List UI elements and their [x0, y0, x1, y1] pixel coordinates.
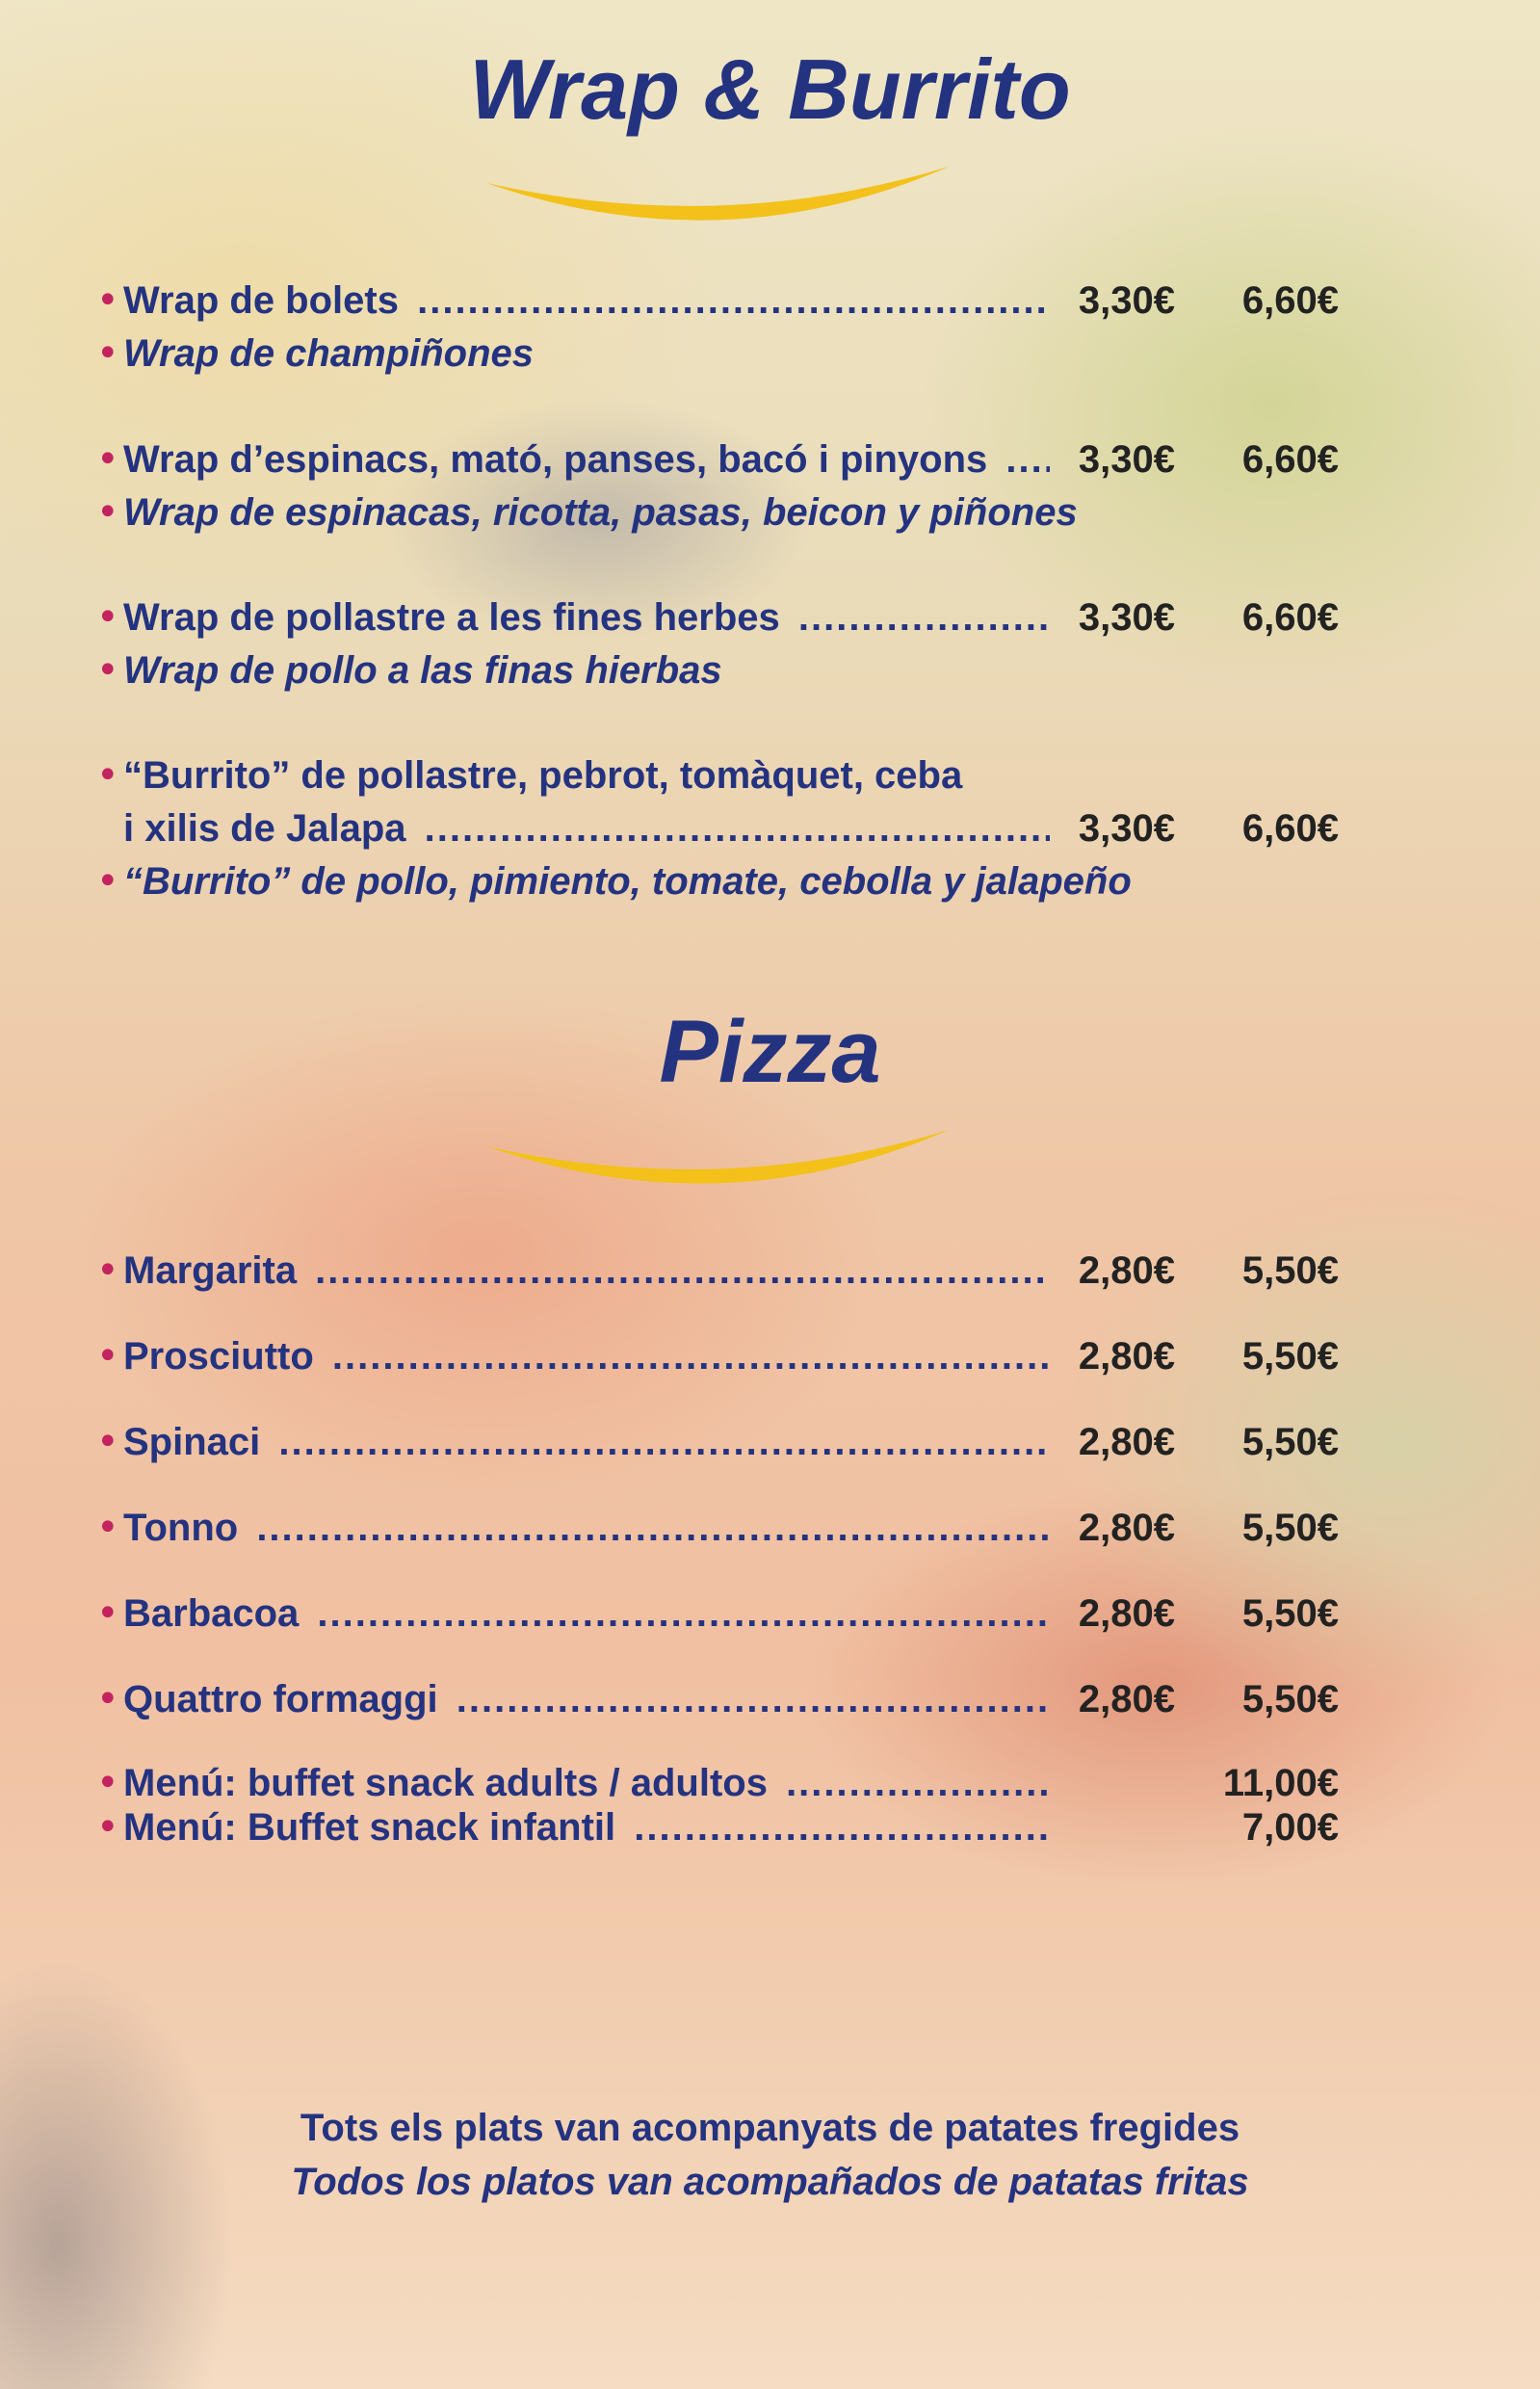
menu-item	[96, 273, 1339, 330]
footer-note: Tots els plats van acompanyats de patates fregides	[300, 2107, 1240, 2149]
item-name: Menú: buffet snack adults / adultos	[123, 1762, 768, 1804]
menu-item	[96, 1586, 1339, 1643]
bullet-icon: •	[96, 859, 119, 904]
swoosh-decoration	[482, 159, 963, 250]
menu-item-translation	[96, 485, 1252, 540]
item-name: Spinaci	[123, 1421, 261, 1463]
bullet-icon: •	[96, 1506, 119, 1550]
item-translation: Wrap de pollo a las finas hierbas	[123, 649, 722, 692]
item-name: Wrap de bolets	[123, 279, 399, 322]
price-large: 6,60€	[1241, 279, 1339, 322]
price-large: 5,50€	[1241, 1335, 1339, 1378]
menu-item	[96, 801, 1339, 858]
menu-price: 7,00€	[1241, 1806, 1339, 1849]
menu-item	[96, 590, 1339, 647]
price-large: 5,50€	[1241, 1507, 1339, 1549]
price-small: 3,30€	[1078, 279, 1175, 322]
price-small: 3,30€	[1078, 596, 1175, 639]
section-title-pizza: Pizza	[659, 1003, 881, 1101]
menu-price: 11,00€	[1222, 1762, 1339, 1804]
bullet-icon: •	[96, 1591, 119, 1636]
item-name: Menú: Buffet snack infantil	[123, 1806, 616, 1849]
item-name-continued: i xilis de Jalapa	[123, 807, 406, 850]
menu-item	[96, 1243, 1339, 1300]
item-name: Tonno	[123, 1507, 239, 1549]
menu-buffet-item	[96, 1755, 1339, 1805]
price-small: 2,80€	[1078, 1421, 1175, 1463]
item-name: “Burrito” de pollastre, pebrot, tomàquet, ceba	[123, 754, 963, 797]
bullet-icon: •	[96, 490, 119, 535]
menu-item	[96, 1671, 1339, 1729]
section-title-wrap: Wrap & Burrito	[469, 41, 1071, 137]
price-large: 5,50€	[1241, 1678, 1339, 1720]
price-large: 5,50€	[1241, 1592, 1339, 1635]
price-small: 2,80€	[1078, 1592, 1175, 1635]
bullet-icon: •	[96, 1677, 119, 1721]
price-large: 5,50€	[1241, 1249, 1339, 1292]
menu-item-translation	[96, 326, 1252, 381]
item-translation: “Burrito” de pollo, pimiento, tomate, cebolla y jalapeño	[123, 860, 1132, 903]
item-name: Quattro formaggi	[123, 1678, 438, 1720]
bullet-icon: •	[96, 1805, 119, 1850]
bullet-icon: •	[96, 437, 119, 482]
bullet-icon: •	[96, 1761, 119, 1805]
menu-item-first-line	[96, 748, 1252, 803]
item-translation: Wrap de champiñones	[123, 332, 535, 375]
menu-item-translation	[96, 853, 1252, 909]
bullet-icon: •	[96, 331, 119, 376]
menu-buffet-item	[96, 1799, 1339, 1850]
bullet-icon: •	[96, 278, 119, 323]
menu-item	[96, 1500, 1339, 1558]
price-large: 6,60€	[1241, 596, 1339, 639]
item-translation: Wrap de espinacas, ricotta, pasas, beicon y piñones	[123, 491, 1078, 534]
item-name: Wrap d’espinacs, mató, panses, bacó i pinyons	[123, 438, 988, 481]
price-small: 2,80€	[1078, 1249, 1175, 1292]
bullet-icon: •	[96, 648, 119, 693]
price-small: 2,80€	[1078, 1507, 1175, 1549]
price-small: 3,30€	[1078, 807, 1175, 850]
menu-item-translation	[96, 643, 1252, 698]
item-name: Margarita	[123, 1249, 298, 1292]
menu-item	[96, 432, 1339, 489]
price-small: 3,30€	[1078, 438, 1175, 481]
footer-note-translation: Todos los platos van acompañados de patatas fritas	[291, 2161, 1249, 2203]
price-large: 5,50€	[1241, 1421, 1339, 1463]
bullet-icon: •	[96, 1334, 119, 1378]
price-small: 2,80€	[1078, 1335, 1175, 1378]
item-name: Wrap de pollastre a les fines herbes	[123, 596, 780, 639]
menu-item	[96, 1328, 1339, 1386]
price-large: 6,60€	[1241, 807, 1339, 850]
bullet-icon: •	[96, 1420, 119, 1464]
price-large: 6,60€	[1241, 438, 1339, 481]
price-small: 2,80€	[1078, 1678, 1175, 1720]
bullet-icon: •	[96, 1248, 119, 1293]
menu-item	[96, 1414, 1339, 1472]
bullet-icon: •	[96, 753, 119, 798]
bullet-icon: •	[96, 595, 119, 640]
item-name: Prosciutto	[123, 1335, 314, 1378]
swoosh-decoration	[482, 1122, 963, 1214]
item-name: Barbacoa	[123, 1592, 300, 1635]
